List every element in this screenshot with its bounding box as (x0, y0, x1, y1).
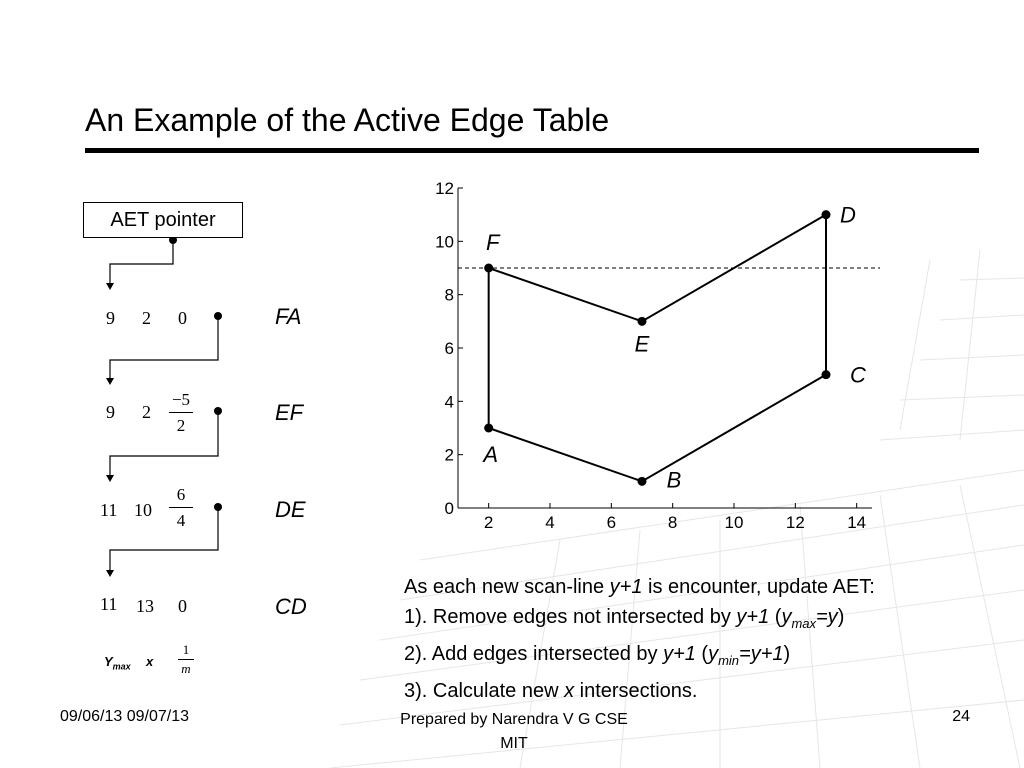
vertex-label: F (485, 230, 500, 255)
edge-label: DE (275, 497, 306, 522)
legend-num: 1 (182, 642, 190, 657)
y-tick-label: 8 (444, 285, 454, 305)
rule-1: 1). Remove edges not intersected by y+1 $(y_{max}=y)$ (404, 606, 845, 631)
legend-x: x (146, 654, 154, 669)
footer-date: 09/06/13 09/07/13 (60, 708, 190, 725)
ymax-value: 11 (100, 500, 118, 520)
x-tick-label: 10 (724, 513, 744, 532)
footer-author (364, 708, 664, 756)
fraction-denominator: 2 (176, 416, 186, 435)
inv-slope-value: 0 (178, 308, 187, 328)
vertex-point (822, 370, 831, 379)
vertex-label: A (483, 442, 499, 467)
y-tick-label: 10 (435, 232, 454, 252)
x-tick-label: 2 (483, 513, 494, 532)
rule-2: 2). Add edges intersected by y+1 $(y_{min}=y+1)$ (404, 643, 791, 668)
polygon-edges (489, 215, 826, 482)
ymax-value: 9 (106, 402, 115, 422)
page-number: 24 (952, 708, 970, 725)
vertex-point (638, 477, 647, 486)
y-tick-label: 4 (444, 392, 454, 412)
vertex-point (638, 317, 647, 326)
footer-author-line2: MIT (500, 735, 528, 752)
ymax-value: 9 (106, 308, 115, 328)
x-value: 2 (142, 308, 151, 328)
aet-pointer-box: AET pointer (83, 202, 243, 238)
edge-label: EF (275, 400, 304, 425)
inv-slope-value: 0 (178, 596, 187, 616)
fraction-denominator: 4 (176, 511, 186, 530)
y-tick-label: 2 (444, 445, 454, 465)
slide-title: An Example of the Active Edge Table (85, 102, 610, 138)
ymax-value: 11 (100, 594, 118, 614)
x-tick-label: 8 (667, 513, 678, 532)
edge-label: CD (275, 594, 307, 619)
footer-author-line1: Prepared by Narendra V G CSE (400, 711, 628, 728)
fraction-bar (178, 659, 194, 660)
x-value: 13 (136, 596, 154, 616)
x-tick-label: 14 (847, 513, 867, 532)
x-tick-label: 4 (545, 513, 555, 532)
legend-den: m (181, 661, 191, 676)
vertex-label: E (634, 331, 650, 357)
x-value: 2 (142, 402, 151, 422)
rule-intro: As each new scan-line y+1 is encounter, update AET: (404, 576, 875, 598)
vertex-point (484, 424, 493, 433)
fraction-numerator: 6 (176, 485, 186, 504)
vertex-label: B (666, 467, 682, 493)
legend-ymax: $Y_{max}$ (104, 654, 131, 672)
vertex-label: D (840, 202, 856, 228)
y-tick-label: 6 (444, 339, 454, 358)
x-value: 10 (134, 500, 152, 520)
vertex-point (484, 264, 493, 273)
vertex-point (822, 210, 831, 219)
vertex-label: C (850, 362, 866, 388)
x-tick-label: 6 (606, 513, 617, 532)
edge-label: FA (275, 304, 302, 329)
x-tick-label: 12 (785, 513, 805, 532)
y-tick-label: 0 (444, 499, 454, 518)
update-rules (404, 572, 1022, 706)
fraction-numerator: −5 (171, 390, 191, 409)
y-tick-label: 12 (435, 179, 454, 198)
rule-3: 3). Calculate new x intersections. (404, 680, 698, 702)
legend-inv-slope (171, 642, 201, 682)
